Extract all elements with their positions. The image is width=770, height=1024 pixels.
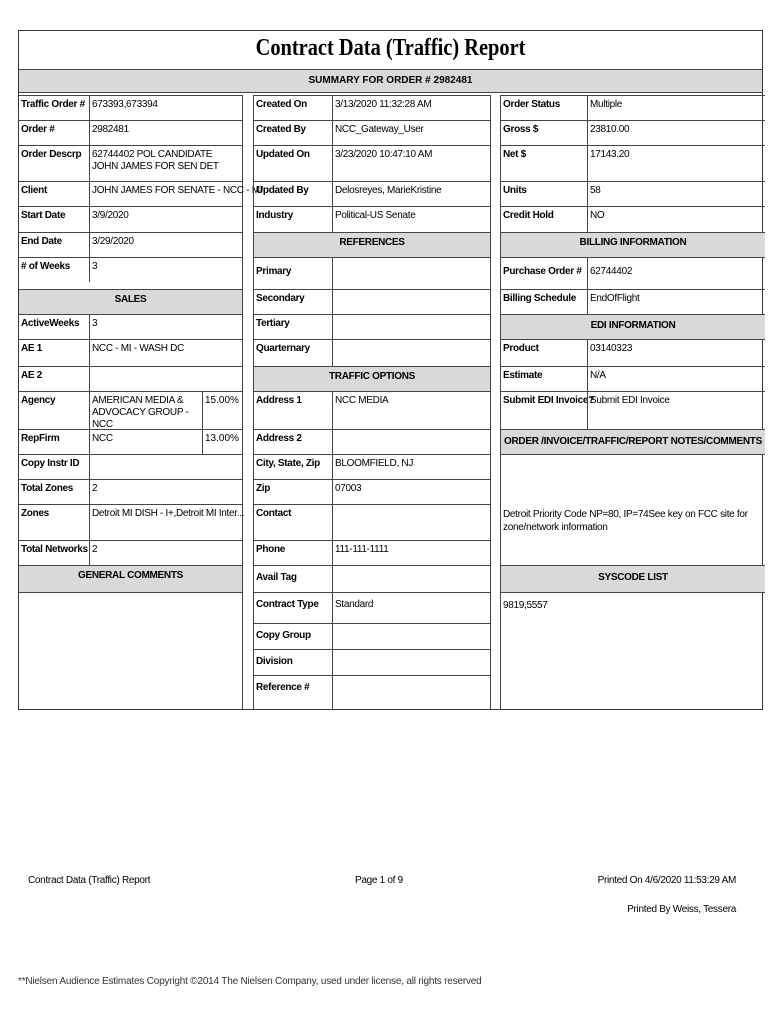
field-label: AE 1 — [21, 343, 43, 354]
field-value: Submit EDI Invoice — [587, 392, 765, 429]
field-label: End Date — [21, 236, 62, 247]
field-value — [332, 566, 490, 592]
field-value — [332, 624, 490, 649]
row-city — [254, 454, 490, 479]
field-value — [332, 650, 490, 675]
report-frame — [18, 30, 763, 710]
field-label: Start Date — [21, 210, 66, 221]
row-credit-hold — [501, 206, 765, 232]
traffic-options-header: TRAFFIC OPTIONS — [254, 366, 490, 391]
field-value: 3/13/2020 11:32:28 AM — [332, 96, 490, 120]
field-label: Product — [503, 343, 539, 354]
row-updated-by — [254, 181, 490, 206]
field-label: Address 1 — [256, 395, 302, 406]
row-total-zones — [19, 479, 242, 504]
field-label: Purchase Order # — [503, 266, 582, 277]
page-title: Contract Data (Traffic) Report — [255, 35, 526, 61]
row-ae2 — [19, 366, 242, 391]
field-label: Industry — [256, 210, 294, 221]
row-updated-on — [254, 145, 490, 181]
field-label: RepFirm — [21, 433, 60, 444]
field-label: Created On — [256, 99, 307, 110]
row-industry — [254, 206, 490, 232]
summary-banner: SUMMARY FOR ORDER # 2982481 — [19, 69, 762, 93]
row-client — [19, 181, 263, 206]
field-value — [332, 340, 490, 366]
notes-text: Detroit Priority Code NP=80, IP=74See key on FCC site for zone/network information — [503, 509, 748, 533]
field-label: Avail Tag — [256, 572, 297, 583]
field-value: 2982481 — [89, 121, 242, 145]
divider — [501, 592, 765, 593]
row-zones — [19, 504, 245, 540]
field-value: 3/9/2020 — [89, 207, 242, 232]
divider — [501, 454, 765, 455]
row-product — [501, 339, 765, 366]
row-created-on — [254, 95, 490, 120]
field-label: Agency — [21, 395, 56, 406]
field-value: 23810.00 — [587, 121, 765, 145]
row-repfirm — [19, 429, 242, 454]
field-value: 58 — [587, 182, 765, 206]
field-label: AE 2 — [21, 370, 43, 381]
field-value: 3/29/2020 — [89, 233, 242, 257]
field-label: Updated On — [256, 149, 310, 160]
field-value: 3 — [89, 258, 242, 282]
column-status-billing — [500, 95, 765, 709]
field-label: Quarternary — [256, 343, 310, 354]
row-net — [501, 145, 765, 181]
row-start-date — [19, 206, 242, 232]
field-value: 62744402 POL CANDIDATE JOHN JAMES FOR SEN DET — [89, 146, 242, 181]
row-active-weeks — [19, 314, 242, 339]
field-label: Copy Group — [256, 630, 311, 641]
column-audit-references — [253, 95, 491, 709]
field-value: 2 — [89, 480, 242, 504]
footer-printed-by: Printed By Weiss, Tessera — [627, 904, 736, 915]
billing-header: BILLING INFORMATION — [501, 232, 765, 257]
field-value: 3 — [89, 315, 242, 339]
field-label: Reference # — [256, 682, 310, 693]
field-label: Net $ — [503, 149, 526, 160]
row-submit-edi — [501, 391, 765, 429]
references-header: REFERENCES — [254, 232, 490, 257]
field-label: Order # — [21, 124, 55, 135]
field-value — [332, 258, 490, 289]
row-division — [254, 649, 490, 675]
field-value: 3/23/2020 10:47:10 AM — [332, 146, 490, 181]
row-copy-group — [254, 623, 490, 649]
row-address1 — [254, 391, 490, 429]
field-value — [332, 315, 490, 339]
field-value: NCC_Gateway_User — [332, 121, 490, 145]
row-zip — [254, 479, 490, 504]
row-order-descrp — [19, 145, 242, 181]
field-label: Submit EDI Invoice? — [503, 395, 594, 406]
sales-header: SALES — [19, 289, 242, 314]
field-label: Updated By — [256, 185, 309, 196]
field-label: Address 2 — [256, 433, 302, 444]
field-label: Total Zones — [21, 483, 74, 494]
field-value: Multiple — [587, 96, 765, 120]
row-units — [501, 181, 765, 206]
row-avail-tag — [254, 565, 490, 592]
field-value: 03140323 — [587, 340, 765, 366]
syscode-header: SYSCODE LIST — [501, 565, 765, 592]
general-comments-header: GENERAL COMMENTS — [19, 565, 242, 592]
row-agency — [19, 391, 242, 429]
field-value: Standard — [332, 593, 490, 623]
field-label: Contact — [256, 508, 292, 519]
field-value: Detroit MI DISH - I+,Detroit MI Inter... — [89, 505, 242, 540]
field-label: Total Networks — [21, 544, 88, 555]
field-value: 111-111-1111 — [332, 541, 490, 565]
row-phone — [254, 540, 490, 565]
row-weeks — [19, 257, 242, 282]
field-label: Gross $ — [503, 124, 539, 135]
field-label: Zip — [256, 483, 271, 494]
field-value: EndOfFlight — [587, 290, 765, 314]
row-address2 — [254, 429, 490, 454]
column-order-info — [19, 95, 263, 709]
field-value: NO — [587, 207, 765, 232]
row-contact — [254, 504, 490, 540]
field-label: Estimate — [503, 370, 543, 381]
field-label: Order Status — [503, 99, 560, 110]
field-label: Primary — [256, 266, 292, 277]
field-value: 2 — [89, 541, 242, 565]
row-copy-instr — [19, 454, 242, 479]
row-quarternary — [254, 339, 490, 366]
field-value: Delosreyes, MarieKristine — [332, 182, 490, 206]
field-value — [332, 430, 490, 454]
row-estimate — [501, 366, 765, 391]
field-label: Credit Hold — [503, 210, 554, 221]
field-value: 673393,673394 — [89, 96, 242, 120]
field-label: Secondary — [256, 293, 305, 304]
field-value: 07003 — [332, 480, 490, 504]
footer-page-number: Page 1 of 9 — [355, 875, 403, 886]
field-label: Client — [21, 185, 47, 196]
field-value: Political-US Senate — [332, 207, 490, 232]
syscode-text: 9819,5557 — [503, 600, 548, 611]
field-label: Units — [503, 185, 527, 196]
field-label: Tertiary — [256, 318, 290, 329]
row-created-by — [254, 120, 490, 145]
field-value — [89, 455, 242, 479]
field-value: 17143.20 — [587, 146, 765, 181]
row-primary — [254, 257, 490, 289]
repfirm-percent: 13.00% — [202, 430, 242, 454]
row-end-date — [19, 232, 242, 257]
row-reference — [254, 675, 490, 710]
row-purchase-order — [501, 257, 765, 289]
row-total-networks — [19, 540, 242, 565]
copyright-notice: **Nielsen Audience Estimates Copyright ©2014 The Nielsen Company, used under license, all rights reserved — [18, 976, 482, 987]
field-value — [89, 367, 242, 391]
footer-printed-on: Printed On 4/6/2020 11:53:29 AM — [597, 875, 736, 886]
row-billing-schedule — [501, 289, 765, 314]
field-value: 62744402 — [587, 258, 765, 289]
field-label: Contract Type — [256, 599, 319, 610]
field-label: City, State, Zip — [256, 458, 320, 469]
field-value: AMERICAN MEDIA & ADVOCACY GROUP - NCC — [89, 392, 202, 429]
field-label: Copy Instr ID — [21, 458, 80, 469]
row-gross — [501, 120, 765, 145]
footer-report-name: Contract Data (Traffic) Report — [28, 875, 151, 886]
field-value — [332, 290, 490, 314]
field-value: NCC — [89, 430, 202, 454]
field-label: Phone — [256, 544, 286, 555]
row-order-status — [501, 95, 765, 120]
divider — [19, 592, 242, 593]
field-value — [332, 676, 490, 710]
field-value: NCC - MI - WASH DC — [89, 340, 242, 366]
row-order-number — [19, 120, 242, 145]
field-value: N/A — [587, 367, 765, 391]
edi-header: EDI INFORMATION — [501, 314, 765, 339]
row-ae1 — [19, 339, 242, 366]
field-label: Created By — [256, 124, 306, 135]
field-value: NCC MEDIA — [332, 392, 490, 429]
row-traffic-order — [19, 95, 242, 120]
field-value — [332, 505, 490, 540]
field-label: Order Descrp — [21, 149, 82, 160]
row-tertiary — [254, 314, 490, 339]
notes-header: ORDER /INVOICE/TRAFFIC/REPORT NOTES/COMMENTS — [501, 429, 765, 454]
field-label: Division — [256, 656, 293, 667]
agency-percent: 15.00% — [202, 392, 242, 429]
field-label: ActiveWeeks — [21, 318, 80, 329]
row-secondary — [254, 289, 490, 314]
field-label: # of Weeks — [21, 261, 71, 272]
field-label: Billing Schedule — [503, 293, 576, 304]
field-label: Traffic Order # — [21, 99, 85, 110]
row-contract-type — [254, 592, 490, 623]
field-label: Zones — [21, 508, 49, 519]
field-value: BLOOMFIELD, NJ — [332, 455, 490, 479]
field-value: JOHN JAMES FOR SENATE - NCC - MI — [89, 182, 242, 206]
